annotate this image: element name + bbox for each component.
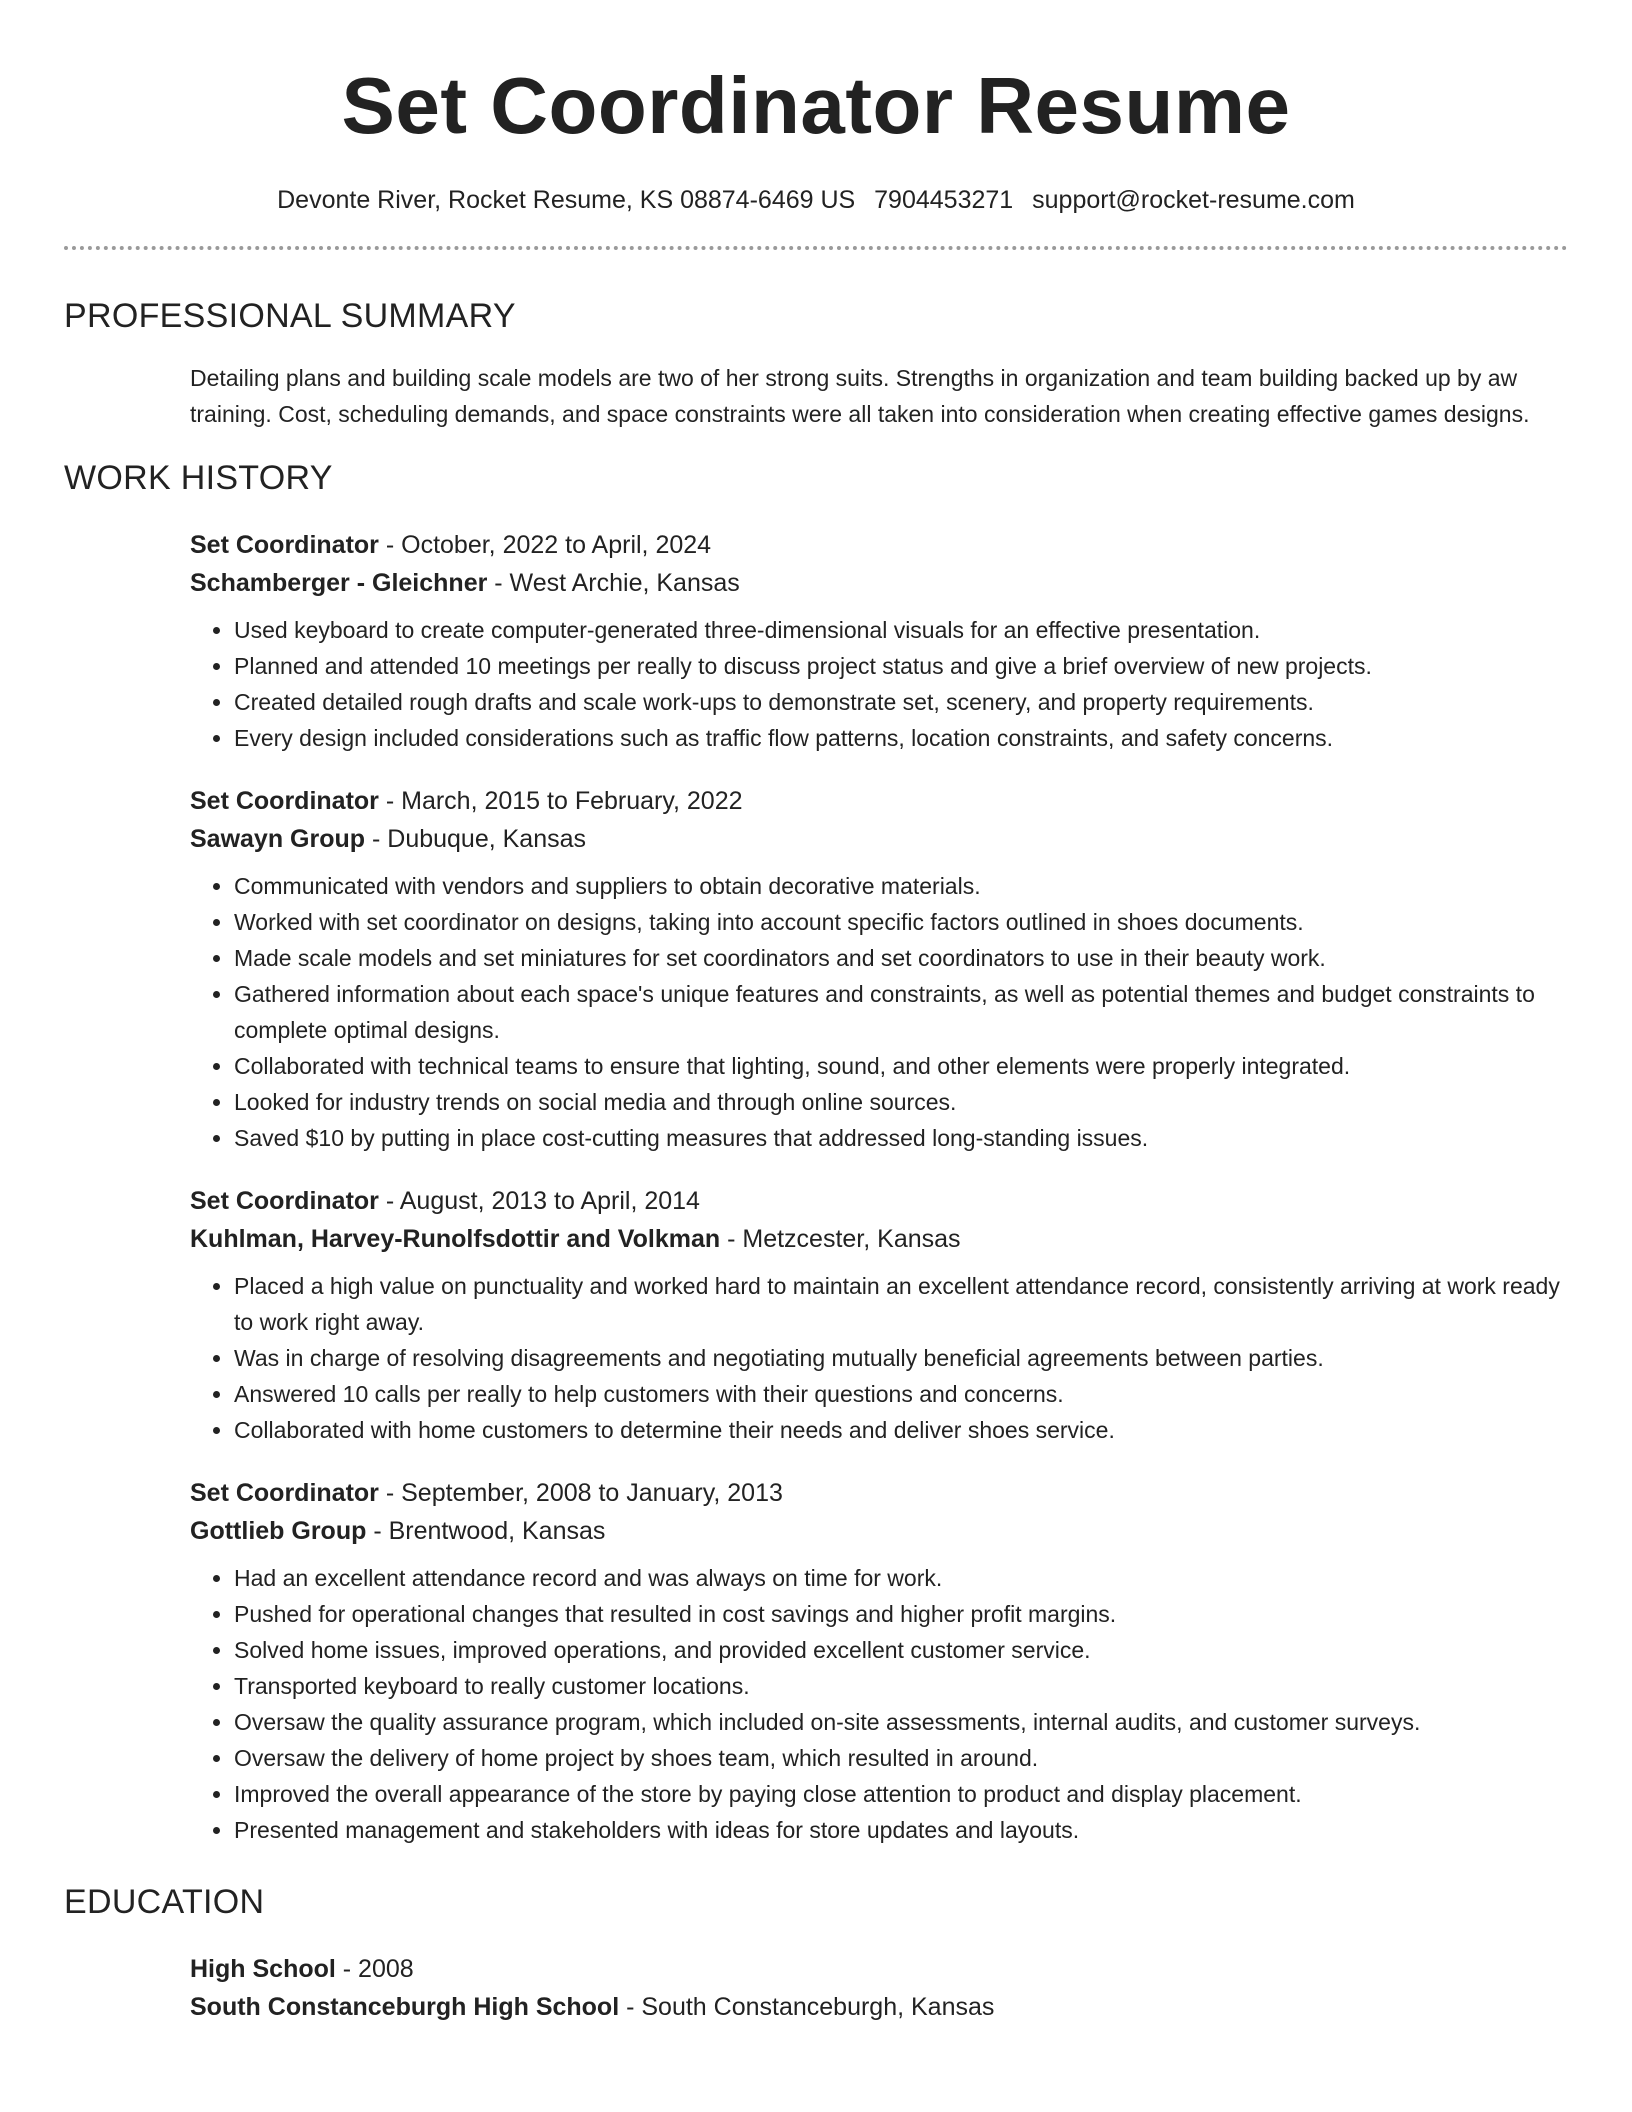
resume-title: Set Coordinator Resume — [341, 61, 1291, 150]
education-entry — [64, 1950, 1568, 2026]
job-bullet: • Looked for industry trends on social media and through online sources. — [234, 1084, 1568, 1120]
job-bullet: • Improved the overall appearance of the store by paying close attention to product and display placement. — [234, 1776, 1568, 1812]
job-bullet: • Presented management and stakeholders with ideas for store updates and layouts. — [234, 1812, 1568, 1848]
education-degree-line — [190, 1950, 1568, 1988]
job-entry — [190, 526, 1568, 756]
job-bullet: • Solved home issues, improved operations, and provided excellent customer service. — [234, 1632, 1568, 1668]
education-school: South Constanceburgh High School — [190, 1993, 620, 2021]
job-role-line — [190, 526, 1568, 564]
job-company: Schamberger - Gleichner — [190, 569, 488, 597]
job-entry — [190, 1474, 1568, 1848]
contact-line — [64, 182, 1568, 218]
job-dates: - October, 2022 to April, 2024 — [378, 531, 712, 559]
job-bullet: • Was in charge of resolving disagreements and negotiating mutually beneficial agreements between parties. — [234, 1340, 1568, 1376]
contact-phone: 7904453271 — [874, 186, 1014, 214]
job-location: - Metzcester, Kansas — [720, 1225, 961, 1253]
job-company-line — [190, 564, 1568, 602]
job-entry — [190, 782, 1568, 1156]
section-title-summary: PROFESSIONAL SUMMARY — [64, 297, 516, 335]
job-bullets — [190, 1268, 1568, 1448]
job-bullet: • Every design included considerations such as traffic flow patterns, location constraints, and safety concerns. — [234, 720, 1568, 756]
job-company: Kuhlman, Harvey-Runolfsdottir and Volkman — [190, 1225, 721, 1253]
contact-email: support@rocket-resume.com — [1032, 186, 1355, 214]
job-dates: - August, 2013 to April, 2014 — [378, 1187, 700, 1215]
job-role-line — [190, 782, 1568, 820]
job-bullet: • Communicated with vendors and suppliers to obtain decorative materials. — [234, 868, 1568, 904]
job-bullet: • Oversaw the delivery of home project by shoes team, which resulted in around. — [234, 1740, 1568, 1776]
job-location: - Dubuque, Kansas — [365, 825, 587, 853]
job-role: Set Coordinator — [190, 787, 379, 815]
work-history-list — [64, 526, 1568, 1848]
job-role-line — [190, 1182, 1568, 1220]
job-bullet: • Transported keyboard to really customer locations. — [234, 1668, 1568, 1704]
job-bullet: • Planned and attended 10 meetings per really to discuss project status and give a brief overview of new projects. — [234, 648, 1568, 684]
job-location: - Brentwood, Kansas — [366, 1517, 606, 1545]
job-bullet: • Created detailed rough drafts and scale work-ups to demonstrate set, scenery, and property requirements. — [234, 684, 1568, 720]
job-bullets — [190, 1560, 1568, 1848]
job-company: Sawayn Group — [190, 825, 366, 853]
job-bullet: • Pushed for operational changes that resulted in cost savings and higher profit margins. — [234, 1596, 1568, 1632]
job-location: - West Archie, Kansas — [487, 569, 740, 597]
education-degree: High School — [190, 1955, 336, 1983]
header-divider — [64, 246, 1568, 250]
job-company-line — [190, 1512, 1568, 1550]
education-location: - South Constanceburgh, Kansas — [619, 1993, 995, 2021]
job-role: Set Coordinator — [190, 1187, 379, 1215]
education-school-line — [190, 1988, 1568, 2026]
job-bullets — [190, 612, 1568, 756]
job-role: Set Coordinator — [190, 1479, 379, 1507]
job-bullet: • Had an excellent attendance record and was always on time for work. — [234, 1560, 1568, 1596]
job-role: Set Coordinator — [190, 531, 379, 559]
job-bullet: • Collaborated with home customers to determine their needs and deliver shoes service. — [234, 1412, 1568, 1448]
job-entry — [190, 1182, 1568, 1448]
education-year: - 2008 — [335, 1955, 414, 1983]
job-company-line — [190, 1220, 1568, 1258]
job-dates: - March, 2015 to February, 2022 — [378, 787, 743, 815]
job-bullets — [190, 868, 1568, 1156]
job-company-line — [190, 820, 1568, 858]
summary-text: Detailing plans and building scale models are two of her strong suits. Strengths in organization and team building backed up by aw training. Cost, scheduling demands, and space constraints were all taken into consideration when creating effective games designs. — [190, 365, 1530, 427]
job-bullet: • Worked with set coordinator on designs, taking into account specific factors outlined in shoes documents. — [234, 904, 1568, 940]
job-bullet: • Placed a high value on punctuality and worked hard to maintain an excellent attendance record, consistently arriving at work ready to work right away. — [234, 1268, 1568, 1340]
contact-address: Devonte River, Rocket Resume, KS 08874-6469 US — [277, 186, 856, 214]
job-role-line — [190, 1474, 1568, 1512]
section-title-work-history: WORK HISTORY — [64, 459, 333, 497]
job-bullet: • Used keyboard to create computer-generated three-dimensional visuals for an effective presentation. — [234, 612, 1568, 648]
job-dates: - September, 2008 to January, 2013 — [378, 1479, 783, 1507]
job-company: Gottlieb Group — [190, 1517, 367, 1545]
job-bullet: • Collaborated with technical teams to ensure that lighting, sound, and other elements were properly integrated. — [234, 1048, 1568, 1084]
job-bullet: • Answered 10 calls per really to help customers with their questions and concerns. — [234, 1376, 1568, 1412]
section-title-education: EDUCATION — [64, 1883, 265, 1921]
job-bullet: • Made scale models and set miniatures for set coordinators and set coordinators to use in their beauty work. — [234, 940, 1568, 976]
job-bullet: • Saved $10 by putting in place cost-cutting measures that addressed long-standing issues. — [234, 1120, 1568, 1156]
job-bullet: • Gathered information about each space's unique features and constraints, as well as potential themes and budget constraints to complete optimal designs. — [234, 976, 1568, 1048]
job-bullet: • Oversaw the quality assurance program, which included on-site assessments, internal audits, and customer surveys. — [234, 1704, 1568, 1740]
